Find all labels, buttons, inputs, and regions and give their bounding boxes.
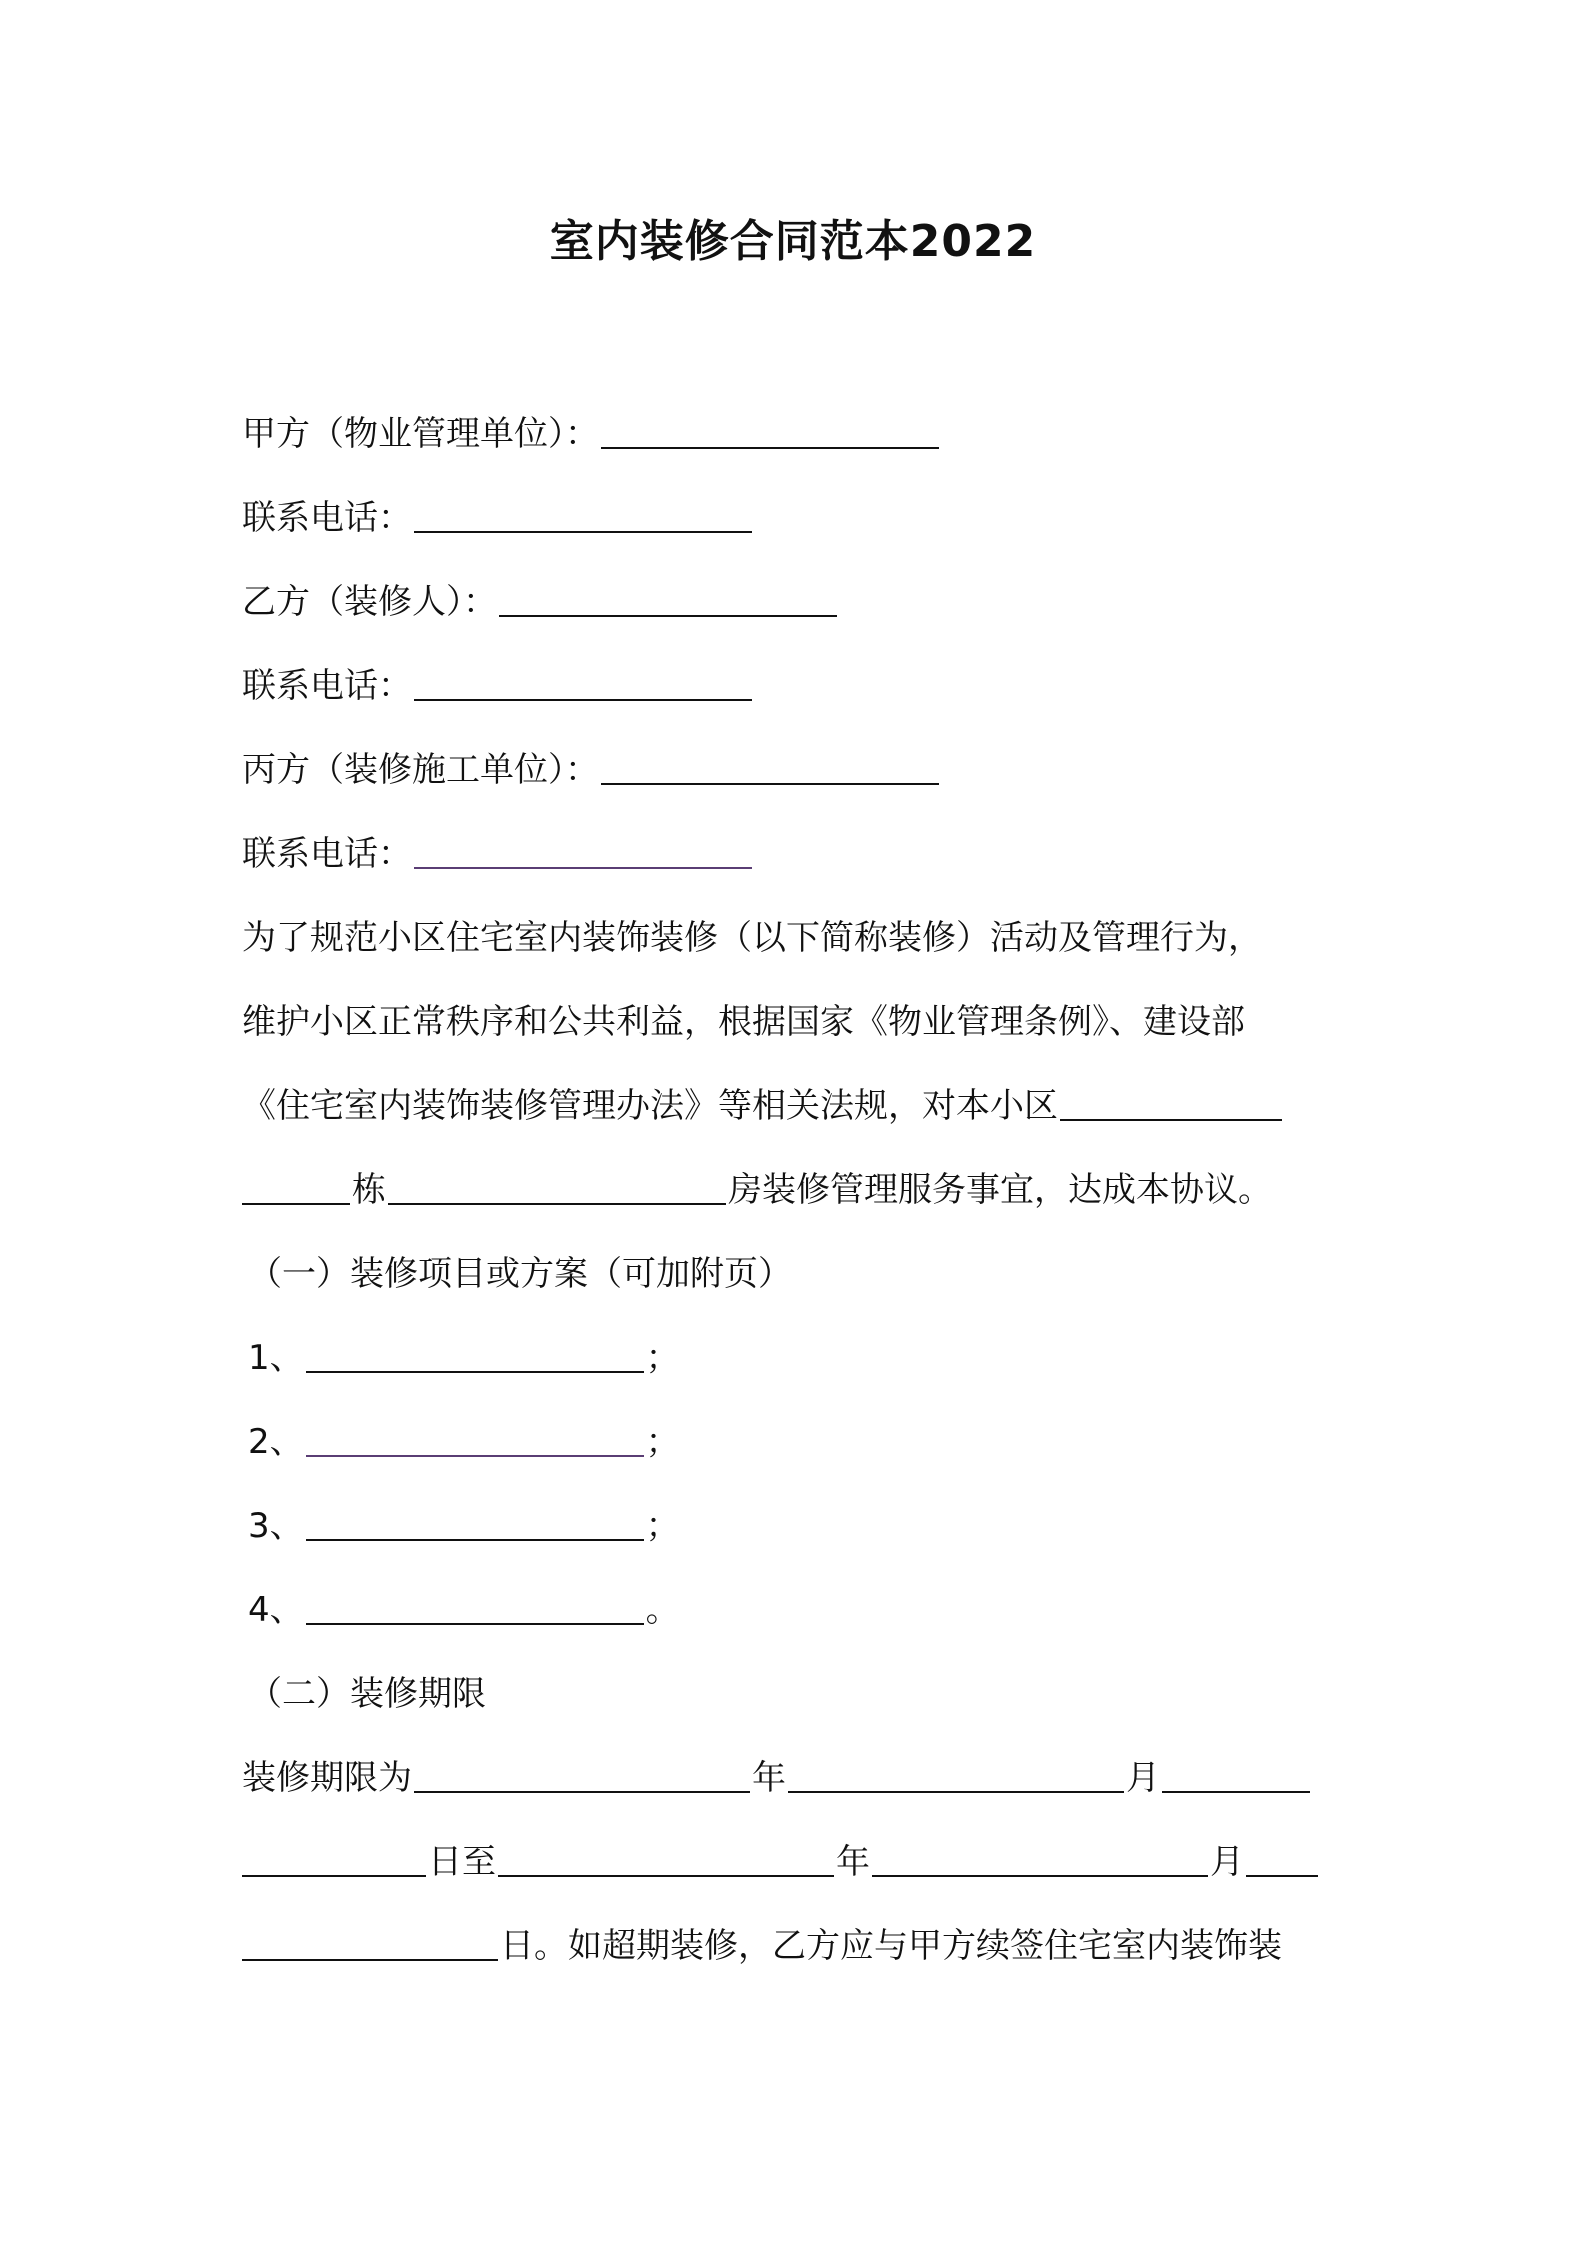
community-blank[interactable] [1060,1087,1282,1121]
item-3-num: 3、 [248,1506,304,1546]
party-a-phone-line [242,494,1362,542]
item-3-end: ； [645,1506,680,1546]
intro-line-4 [242,1166,1362,1214]
end-day-blank-a[interactable] [1246,1843,1318,1877]
party-c-blank[interactable] [601,751,939,785]
party-c-label: 丙方（装修施工单位）： [242,750,599,790]
period-line-2 [242,1838,1362,1886]
item-4-num: 4、 [248,1590,304,1630]
building-prefix-blank[interactable] [242,1171,350,1205]
start-day-blank-a[interactable] [1162,1759,1310,1793]
building-label: 栋 [352,1170,386,1210]
section2-heading: （二）装修期限 [248,1674,486,1714]
item-3-blank[interactable] [306,1507,644,1541]
start-month-label: 月 [1126,1758,1160,1798]
party-b-phone-line [242,662,1362,710]
party-c-phone-label: 联系电话： [242,834,412,874]
item-4-end: 。 [645,1590,680,1630]
end-year-label: 年 [836,1842,870,1882]
intro-line-1: 为了规范小区住宅室内装饰装修（以下简称装修）活动及管理行为， [242,918,1262,958]
party-a-phone-label: 联系电话： [242,498,412,538]
party-b-phone-label: 联系电话： [242,666,412,706]
item-2-end: ； [645,1422,680,1462]
intro-line-3-text: 《住宅室内装饰装修管理办法》等相关法规，对本小区 [242,1086,1058,1126]
day-to-label: 日至 [428,1842,496,1882]
start-day-blank-b[interactable] [242,1843,426,1877]
period-end-text: 日。如超期装修，乙方应与甲方续签住宅室内装饰装 [500,1926,1282,1966]
item-2 [248,1418,680,1466]
party-c-phone-blank[interactable] [414,835,752,869]
party-a-line [242,410,1362,458]
party-b-label: 乙方（装修人）： [242,582,497,622]
end-day-blank-b[interactable] [242,1927,498,1961]
item-1 [248,1334,680,1382]
period-prefix: 装修期限为 [242,1758,412,1798]
start-year-label: 年 [752,1758,786,1798]
start-month-blank[interactable] [788,1759,1124,1793]
item-1-num: 1、 [248,1338,304,1378]
period-line-1 [242,1754,1362,1802]
end-month-label: 月 [1210,1842,1244,1882]
end-year-blank[interactable] [498,1843,834,1877]
item-1-end: ； [645,1338,680,1378]
item-1-blank[interactable] [306,1339,644,1373]
party-a-label: 甲方（物业管理单位）： [242,414,599,454]
party-b-phone-blank[interactable] [414,667,752,701]
party-a-blank[interactable] [601,415,939,449]
period-line-3 [242,1922,1362,1970]
party-a-phone-blank[interactable] [414,499,752,533]
item-2-blank[interactable] [306,1423,644,1457]
section1-heading: （一）装修项目或方案（可加附页） [248,1254,792,1294]
item-3 [248,1502,680,1550]
intro-line-3 [242,1082,1362,1130]
intro-line-4-text: 房装修管理服务事宜，达成本协议。 [728,1170,1272,1210]
party-b-blank[interactable] [499,583,837,617]
item-4 [248,1586,680,1634]
start-year-blank[interactable] [414,1759,750,1793]
party-b-line [242,578,1362,626]
item-2-num: 2、 [248,1422,304,1462]
party-c-line [242,746,1362,794]
end-month-blank[interactable] [872,1843,1208,1877]
item-4-blank[interactable] [306,1591,644,1625]
room-blank[interactable] [388,1171,726,1205]
party-c-phone-line [242,830,1362,878]
document-title: 室内装修合同范本2022 [549,216,1037,267]
intro-line-2: 维护小区正常秩序和公共利益，根据国家《物业管理条例》、建设部 [242,1002,1245,1042]
